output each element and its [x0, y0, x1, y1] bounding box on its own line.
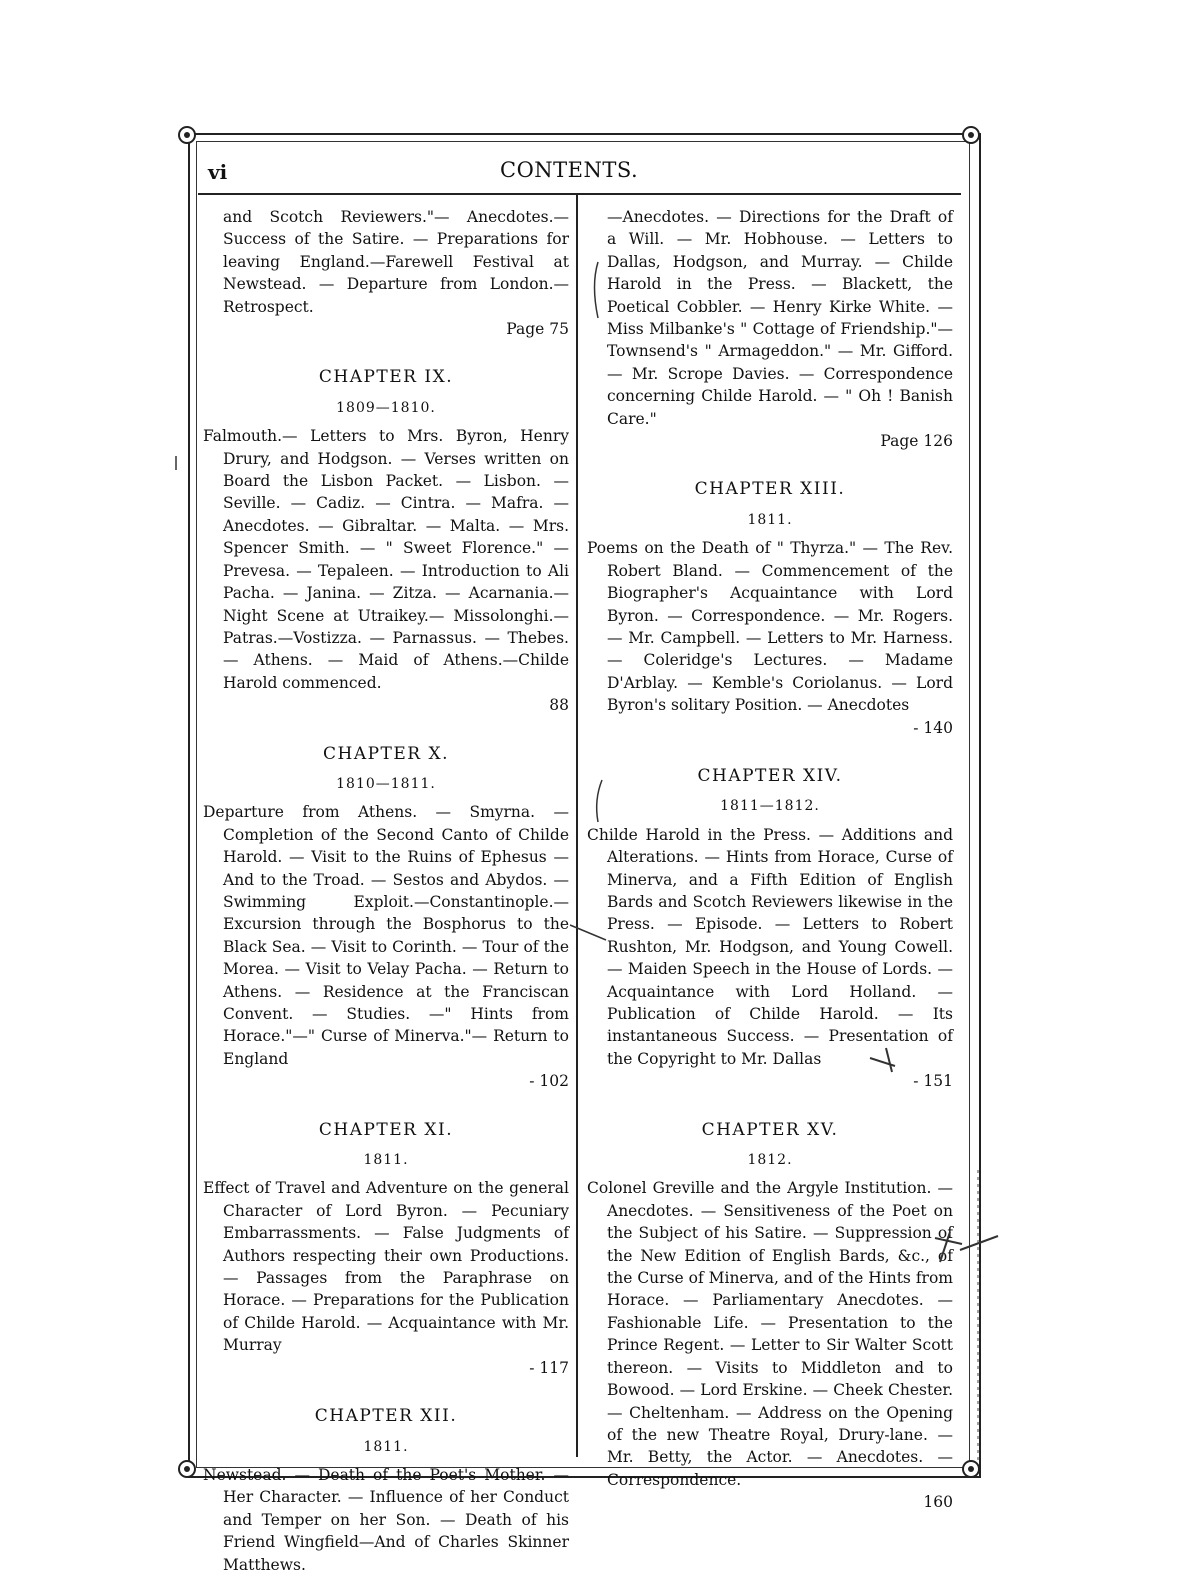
chapter-years: 1810—1811. — [336, 775, 436, 792]
right-column — [587, 206, 953, 1514]
chapter-years: 1809—1810. — [336, 399, 436, 416]
chapter-heading: CHAPTER IX. — [318, 367, 454, 388]
chapter-years: 1811. — [363, 1438, 409, 1455]
toc-entry-text: Falmouth.— Letters to Mrs. Byron, Henry Drury, and Hodgson. — Verses written on Board the Lisbon Packet. — Lisbon. — Seville. — Cadiz. — Cintra. — Mafra. — Anecdotes. — Gibraltar. — Malta. — Mrs. Spencer Smith. — " Sweet Florence." — Prevesa. — Tepaleen. — Introduction to Ali Pacha. — Janina. — Zitza. — Acarnania.—Night Scene at Utraikey.— Missolonghi.— Patras.—Vostizza. — Parnassus. — Thebes. — Athens. — Maid of Athens.—Childe Harold commenced. — [203, 427, 569, 692]
toc-page-ref: - 117 — [529, 1358, 569, 1377]
toc-page-ref: 88 — [549, 696, 569, 715]
left-column — [203, 206, 569, 1576]
toc-page-ref: - 140 — [913, 718, 953, 737]
page-title: CONTENTS. — [500, 158, 639, 182]
toc-entry-text: and Scotch Reviewers."— Anecdotes.— Success of the Satire. — Preparations for leaving England.—Farewell Festival at Newstead. — Departure from London.— Retrospect. — [223, 208, 569, 316]
toc-entry-text: Colonel Greville and the Argyle Institution. — Anecdotes. — Sensitiveness of the Poet on the Subject of his Satire. — Suppression of the New Edition of English Bards, &c., of the Curse of Minerva, and of the Hints from Horace. — Parliamentary Anecdotes. — Fashionable Life. — Presentation to the Prince Regent. — Letter to Sir Walter Scott thereon. — Visits to Middleton and to Bowood. — Lord Erskine. — Cheek Chester. — Cheltenham. — Address on the Opening of the new Theatre Royal, Drury-lane. — Mr. Betty, the Actor. — Anecdotes. — Correspondence. — [587, 1179, 953, 1489]
toc-page-ref: 160 — [923, 1493, 953, 1512]
header-rule — [198, 193, 961, 195]
toc-page-ref: Page 75 — [506, 320, 569, 339]
chapter-heading: CHAPTER XIV. — [697, 765, 843, 786]
corner-ornament-icon — [178, 126, 196, 144]
toc-entry-text: —Anecdotes. — Directions for the Draft of a Will. — Mr. Hobhouse. — Letters to Dallas, Hodgson, and Murray. — Childe Harold in the Press. — Blackett, the Poetical Cobbler. — Henry Kirke White. — Miss Milbanke's " Cottage of Friendship."—Townsend's " Armageddon." — Mr. Gifford. — Mr. Scrope Davies. — Correspondence concerning Childe Harold. — " Oh ! Banish Care." — [607, 208, 953, 428]
corner-ornament-icon — [962, 126, 980, 144]
toc-entry-text: Newstead. — Death of the Poet's Mother. — Her Character. — Influence of her Conduct and Temper on her Son. — Death of his Friend Wingfield—And of Charles Skinner Matthews. — [203, 1465, 569, 1574]
chapter-heading: CHAPTER XI. — [318, 1119, 454, 1140]
toc-page-ref: - 151 — [913, 1072, 953, 1091]
toc-entry-text: Departure from Athens. — Smyrna. — Completion of the Second Canto of Childe Harold. — Visit to the Ruins of Ephesus — And to the Troad. — Sestos and Abydos. — Swimming Exploit.—Constantinople.— Excursion through the Bosphorus to the Black Sea. — Visit to Corinth. — Tour of the Morea. — Visit to Velay Pacha. — Return to Athens. — Residence at the Franciscan Convent. — Studies. —" Hints from Horace."—" Curse of Minerva."— Return to England — [203, 803, 569, 1068]
corner-ornament-icon — [178, 1460, 196, 1478]
corner-ornament-icon — [962, 1460, 980, 1478]
toc-page-ref: Page 126 — [880, 432, 953, 451]
toc-entry-text: Poems on the Death of " Thyrza." — The Rev. Robert Bland. — Commencement of the Biographer's Acquaintance with Lord Byron. — Correspondence. — Mr. Rogers. — Mr. Campbell. — Letters to Mr. Harness. — Coleridge's Lectures. — Madame D'Arblay. — Kemble's Coriolanus. — Lord Byron's solitary Position. — Anecdotes — [587, 539, 953, 715]
toc-page-ref: - 102 — [529, 1072, 569, 1091]
chapter-heading: CHAPTER XIII. — [694, 479, 846, 500]
chapter-heading: CHAPTER X. — [322, 743, 449, 764]
chapter-years: 1811. — [363, 1152, 409, 1169]
toc-entry-text: Effect of Travel and Adventure on the general Character of Lord Byron. — Pecuniary Embarrassments. — False Judgments of Authors respecting their own Productions. — Passages from the Paraphrase on Horace. — Preparations for the Publication of Childe Harold. — Acquaintance with Mr. Murray — [203, 1179, 569, 1355]
chapter-years: 1812. — [747, 1152, 793, 1169]
toc-entry-text: Childe Harold in the Press. — Additions and Alterations. — Hints from Horace, Curse of Minerva, and a Fifth Edition of English Bards and Scotch Reviewers likewise in the Press. — Episode. — Letters to Robert Rushton, Mr. Hodgson, and Young Cowell. — Maiden Speech in the House of Lords. — Acquaintance with Lord Holland. — Publication of Childe Harold. — Its instantaneous Success. — Presentation of the Copyright to Mr. Dallas — [587, 825, 953, 1068]
chapter-heading: CHAPTER XV. — [701, 1119, 839, 1140]
chapter-years: 1811. — [747, 511, 793, 528]
chapter-years: 1811—1812. — [720, 798, 820, 815]
chapter-heading: CHAPTER XII. — [314, 1406, 458, 1427]
page-number: vi — [208, 160, 228, 184]
column-divider — [576, 195, 578, 1457]
